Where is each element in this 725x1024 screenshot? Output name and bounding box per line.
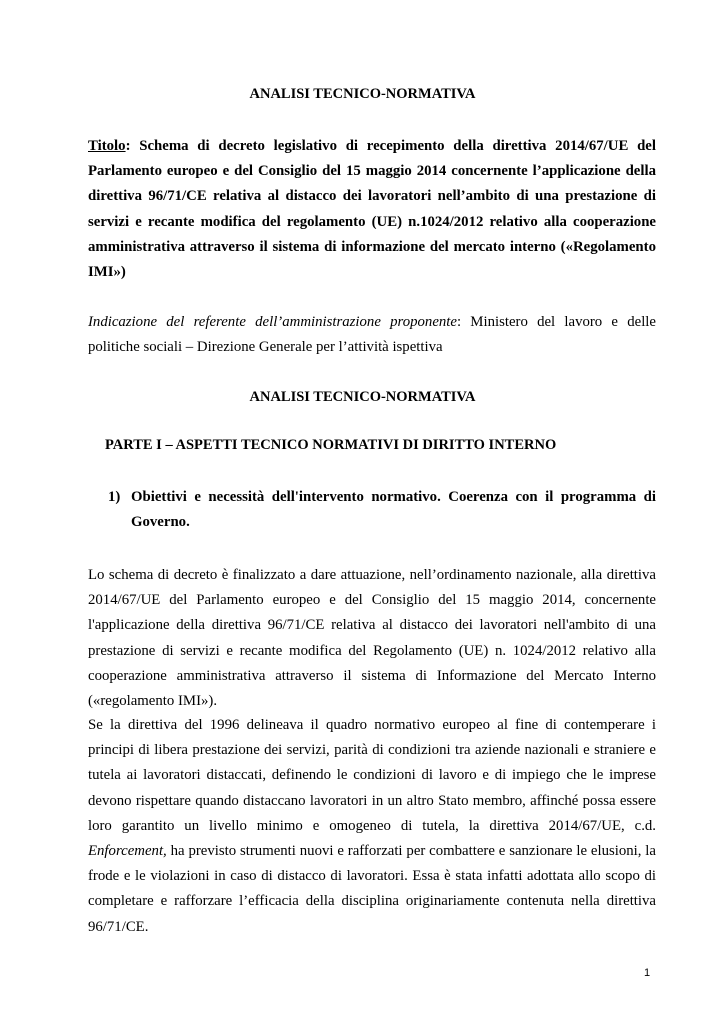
referent-text: : Ministero del lavoro e delle politiche sociali – Direzione Generale per l’attività ispettiva bbox=[88, 314, 656, 356]
section-heading: ANALISI TECNICO-NORMATIVA bbox=[249, 389, 476, 405]
part-heading: PARTE I – ASPETTI TECNICO NORMATIVI DI DIRITTO INTERNO bbox=[105, 437, 557, 453]
paragraph2-text-a: Se la direttiva del 1996 delineava il quadro normativo europeo al fine di contemperare i principi di libera prestazione dei servizi, parità di condizioni tra aziende nazionali e straniere e tutela ai lavoratori distaccati, definendo le condizioni di lavoro e di impiego che le imprese devono rispettare quando distaccano lavoratori in un altro Stato membro, affinché possa essere loro garantito un livello minimo e omogeneo di tutela, la direttiva 2014/67/UE, c.d. bbox=[88, 717, 656, 834]
paragraph2-text-b: ha previsto strumenti nuovi e rafforzati per combattere e sanzionare le elusioni, la frode e le violazioni in caso di distacco di lavoratori. Essa è stata infatti adottata allo scopo di completare e rafforzare l’efficacia della disciplina originariamente contenuta nella direttiva 96/71/CE. bbox=[88, 843, 656, 935]
item-number: 1) bbox=[108, 489, 121, 505]
referent-paragraph bbox=[88, 310, 656, 360]
document-heading: ANALISI TECNICO-NORMATIVA bbox=[249, 86, 476, 102]
title-paragraph bbox=[88, 134, 656, 285]
title-text: Schema di decreto legislativo di recepimento della direttiva 2014/67/UE del Parlamento europeo e del Consiglio del 15 maggio 2014 concernente l’applicazione della direttiva 96/71/CE relativa al distacco dei lavoratori nell’ambito di una prestazione di servizi e recante modifica del regolamento (UE) n.1024/2012 relativo alla cooperazione amministrativa attraverso il sistema di informazione del mercato interno («Regolamento IMI») bbox=[88, 138, 656, 281]
item-text: Obiettivi e necessità dell'intervento normativo. Coerenza con il programma di Governo. bbox=[131, 489, 656, 531]
numbered-item-1 bbox=[108, 485, 656, 535]
page-number: 1 bbox=[644, 967, 651, 979]
referent-label: Indicazione del referente dell’amministrazione proponente bbox=[88, 314, 457, 330]
title-label: Titolo bbox=[88, 138, 126, 154]
body-paragraph-1: Lo schema di decreto è finalizzato a dare attuazione, nell’ordinamento nazionale, alla direttiva 2014/67/UE del Parlamento europeo e del Consiglio del 15 maggio 2014, concernente l'applicazione della direttiva 96/71/CE relativa al distacco dei lavoratori nell'ambito di una prestazione di servizi e recante modifica del Regolamento (UE) n. 1024/2012 relativo alla cooperazione amministrativa attraverso il sistema di Informazione del Mercato Interno («regolamento IMI»). bbox=[88, 567, 656, 710]
paragraph2-italic: Enforcement, bbox=[88, 843, 167, 860]
title-colon: : bbox=[125, 138, 131, 154]
body-paragraph-2 bbox=[88, 713, 656, 940]
